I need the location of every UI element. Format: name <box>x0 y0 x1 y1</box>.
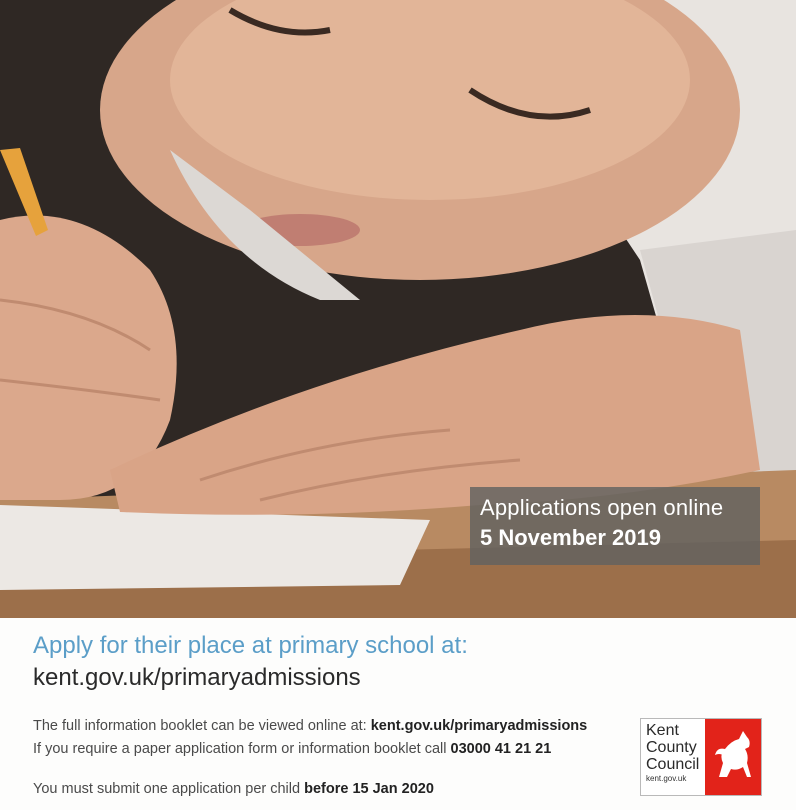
banner-line-1: Applications open online <box>480 495 724 520</box>
banner-line-2: 5 November 2019 <box>480 525 661 550</box>
paper-form-info <box>33 741 551 757</box>
primary-admissions-url[interactable]: kent.gov.uk/primaryadmissions <box>33 664 361 691</box>
headline: Apply for their place at primary school at: <box>33 632 468 659</box>
submit-deadline-info <box>33 781 434 797</box>
logo-word-kent: Kent <box>646 722 679 739</box>
logo-word-council: Council <box>646 756 700 773</box>
submit-text: You must submit one application per child <box>33 781 305 797</box>
paper-form-text: If you require a paper application form or information booklet call <box>33 741 451 757</box>
logo-site: kent.gov.uk <box>646 774 687 783</box>
applications-open-banner <box>470 487 760 565</box>
phone-number: 03000 41 21 21 <box>450 741 552 757</box>
booklet-url[interactable]: kent.gov.uk/primaryadmissions <box>370 718 588 734</box>
logo-wordmark <box>646 722 704 783</box>
kent-county-council-logo <box>640 718 762 796</box>
submit-deadline: before 15 Jan 2020 <box>304 781 434 797</box>
logo-word-county: County <box>646 739 697 756</box>
booklet-info-text: The full information booklet can be viewed online at: <box>33 718 371 734</box>
booklet-info <box>33 718 587 734</box>
white-horse-icon <box>705 719 761 795</box>
